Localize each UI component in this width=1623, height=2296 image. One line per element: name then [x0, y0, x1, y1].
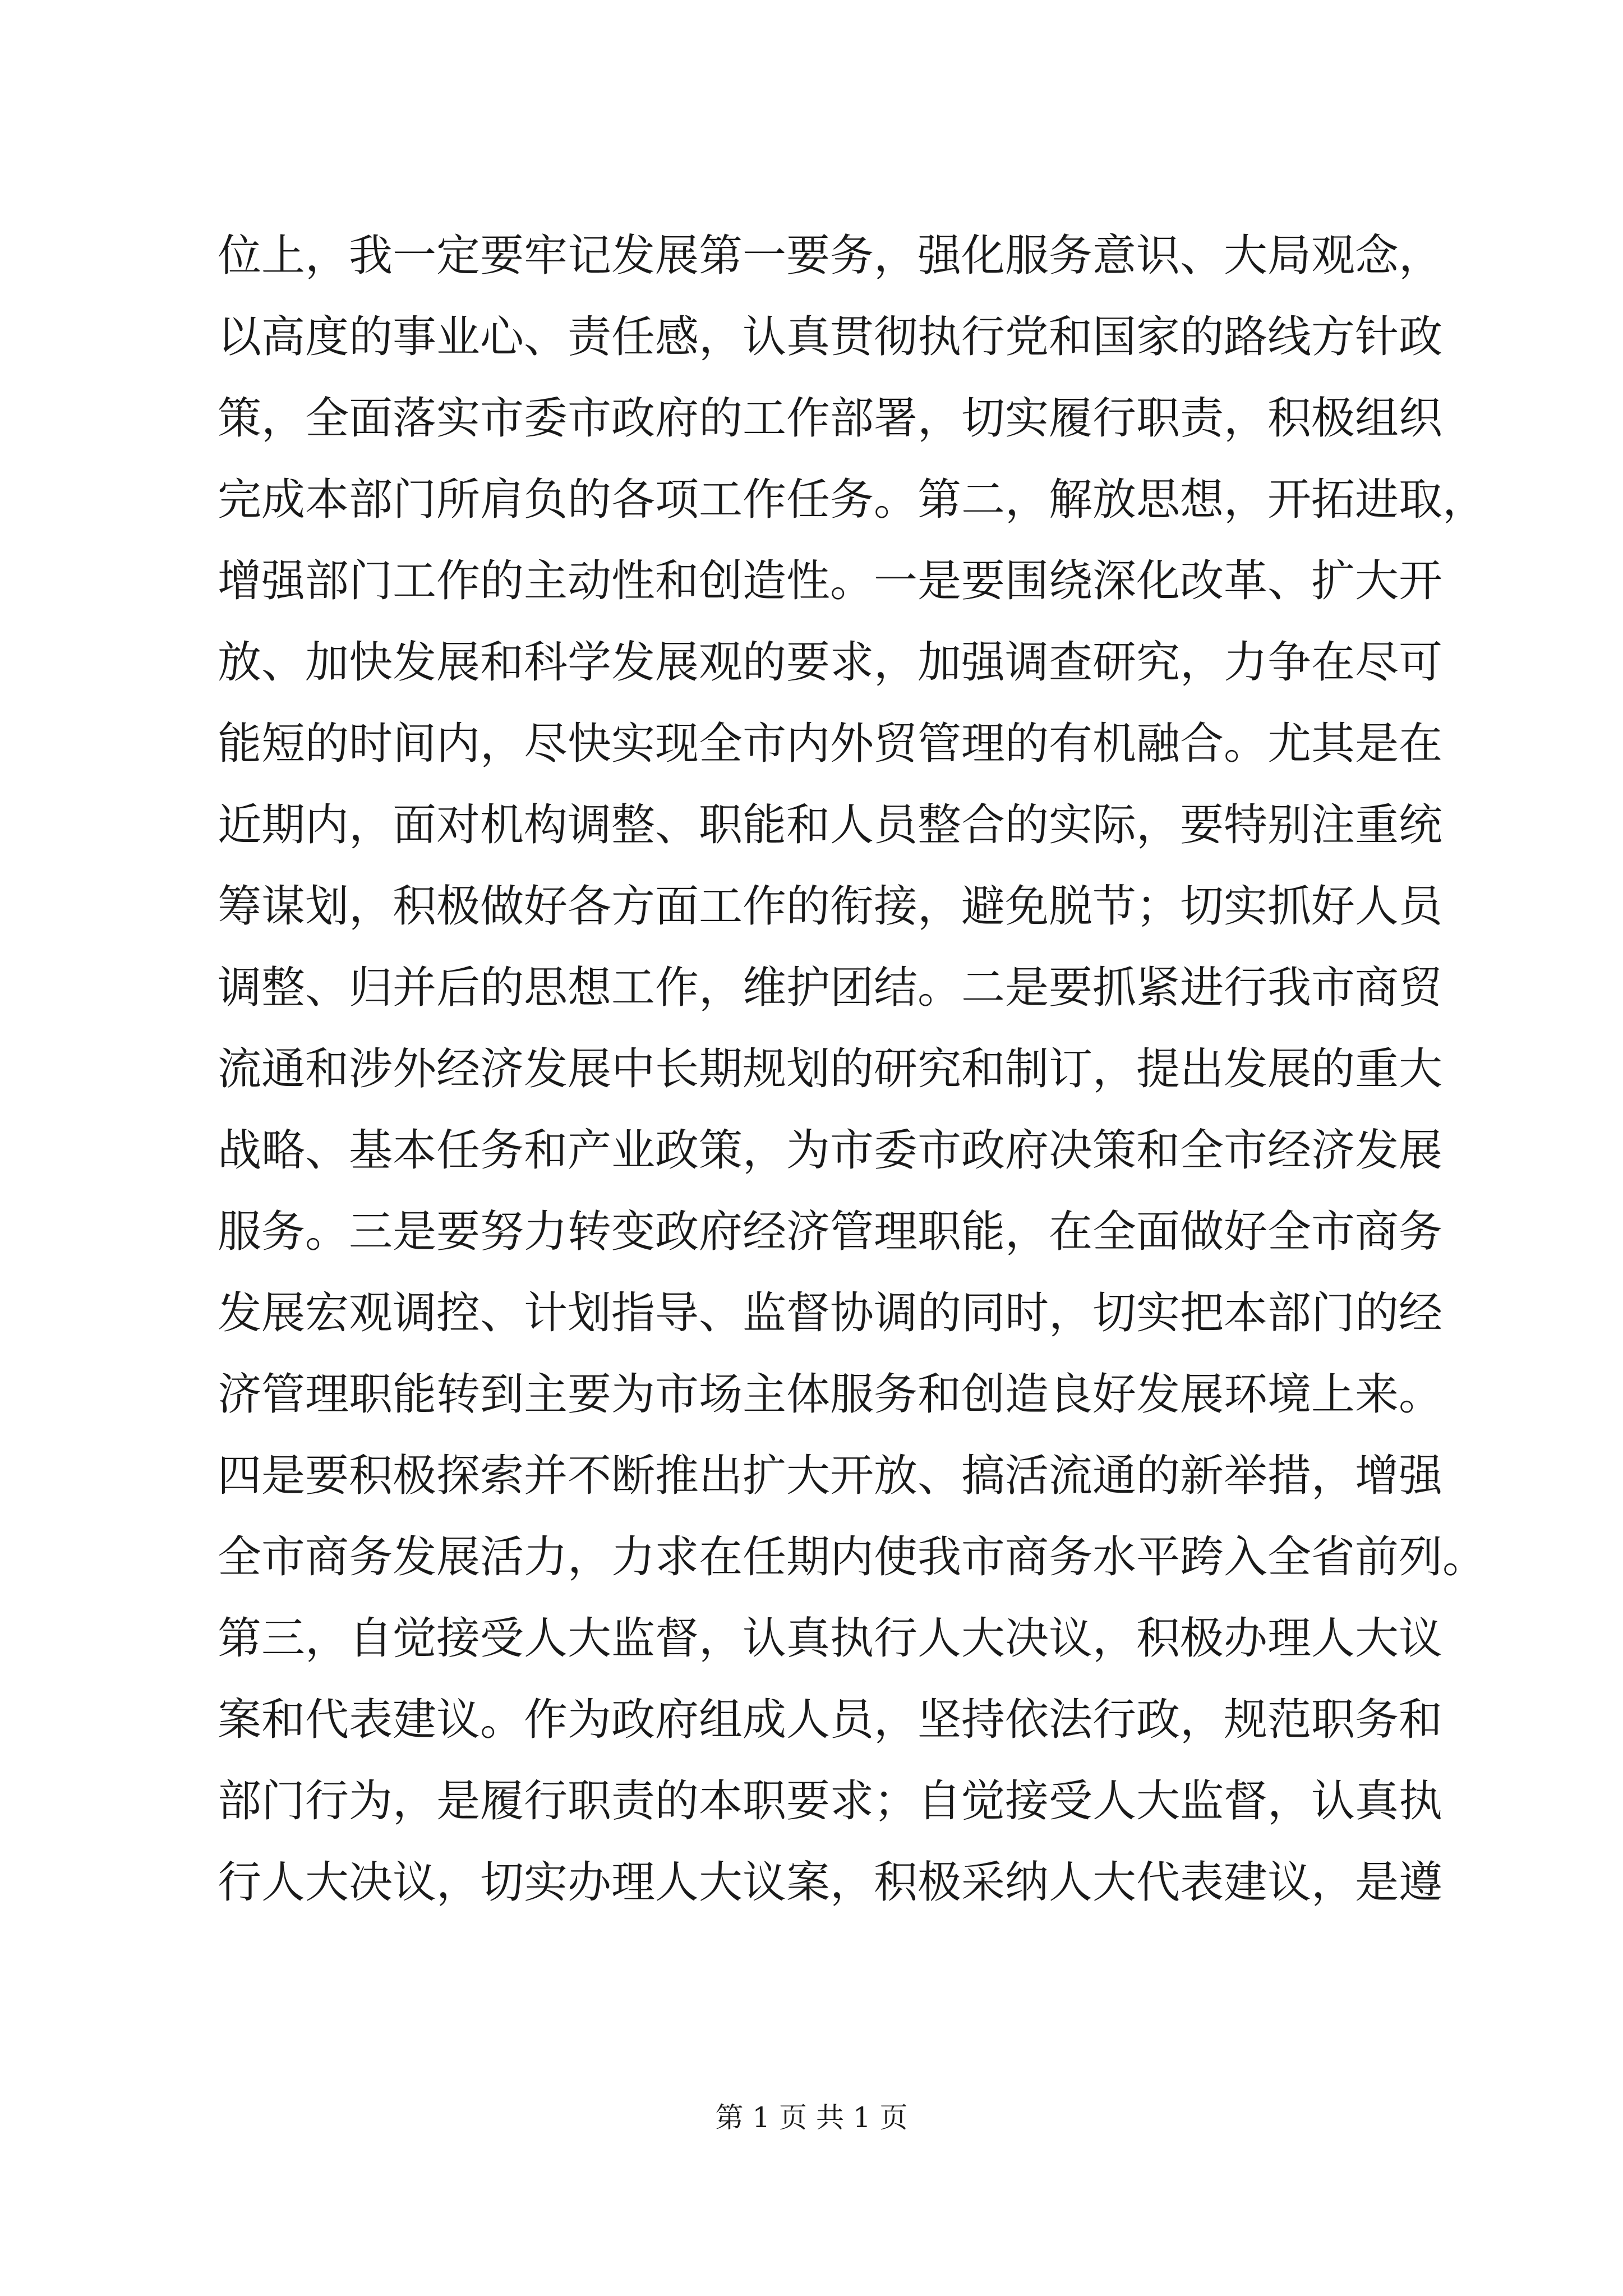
- page-footer: 第 1 页 共 1 页: [715, 2101, 908, 2134]
- text-line: 战略、基本任务和产业政策，为市委市政府决策和全市经济发展: [218, 1125, 1443, 1176]
- text-line: 流通和涉外经济发展中长期规划的研究和制订，提出发展的重大: [218, 1044, 1443, 1094]
- text-line: 调整、归并后的思想工作，维护团结。二是要抓紧进行我市商贸: [218, 963, 1443, 1013]
- text-line: 服务。三是要努力转变政府经济管理职能，在全面做好全市商务: [218, 1207, 1443, 1257]
- text-line: 济管理职能转到主要为市场主体服务和创造良好发展环境上来。: [218, 1369, 1443, 1420]
- text-line: 位上，我一定要牢记发展第一要务，强化服务意识、大局观念，: [218, 231, 1443, 281]
- text-line: 近期内，面对机构调整、职能和人员整合的实际，要特别注重统: [218, 800, 1443, 850]
- text-line: 第三，自觉接受人大监督，认真执行人大决议，积极办理人大议: [218, 1613, 1443, 1664]
- text-line: 部门行为，是履行职责的本职要求；自觉接受人大监督，认真执: [218, 1776, 1443, 1826]
- text-line: 发展宏观调控、计划指导、监督协调的同时，切实把本部门的经: [218, 1288, 1443, 1338]
- text-line: 能短的时间内，尽快实现全市内外贸管理的有机融合。尤其是在: [218, 719, 1443, 769]
- text-line: 以高度的事业心、责任感，认真贯彻执行党和国家的路线方针政: [218, 312, 1443, 362]
- text-line: 行人大决议，切实办理人大议案，积极采纳人大代表建议，是遵: [218, 1857, 1443, 1908]
- text-line: 全市商务发展活力，力求在任期内使我市商务水平跨入全省前列。: [218, 1532, 1487, 1582]
- text-line: 四是要积极探索并不断推出扩大开放、搞活流通的新举措，增强: [218, 1451, 1443, 1501]
- text-line: 筹谋划，积极做好各方面工作的衔接，避免脱节；切实抓好人员: [218, 881, 1443, 932]
- text-line: 放、加快发展和科学发展观的要求，加强调查研究，力争在尽可: [218, 637, 1443, 688]
- text-line: 完成本部门所肩负的各项工作任务。第二，解放思想，开拓进取，: [218, 475, 1487, 525]
- text-line: 策，全面落实市委市政府的工作部署，切实履行职责，积极组织: [218, 393, 1443, 444]
- text-line: 增强部门工作的主动性和创造性。一是要围绕深化改革、扩大开: [218, 556, 1443, 606]
- text-line: 案和代表建议。作为政府组成人员，坚持依法行政，规范职务和: [218, 1695, 1443, 1745]
